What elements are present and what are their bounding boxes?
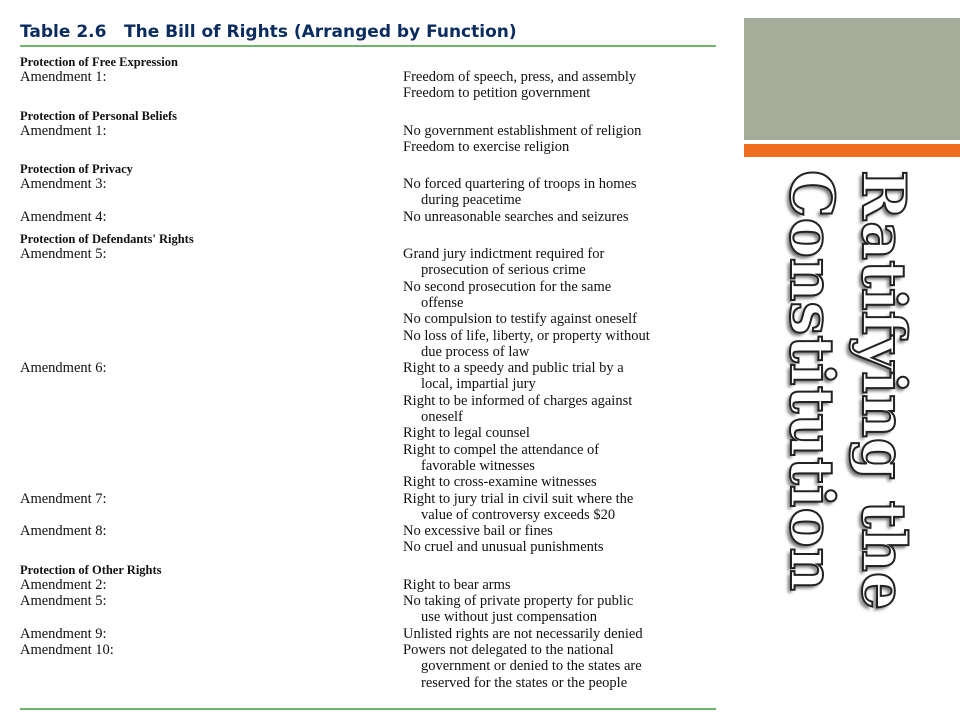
amendment-row	[20, 209, 720, 225]
top-rule	[20, 45, 716, 47]
right-text: prosecution of serious crime	[421, 262, 586, 279]
right-text: No government establishment of religion	[403, 122, 642, 139]
slide-title-line-2: Constitution	[776, 170, 846, 592]
amendment-label: Amendment 10:	[20, 641, 114, 658]
amendment-label: Amendment 8:	[20, 523, 107, 540]
right-text: Freedom of speech, press, and assembly	[403, 69, 637, 85]
amendment-row	[20, 176, 720, 209]
amendment-rights	[403, 360, 720, 490]
amendment-label: Amendment 4:	[20, 208, 107, 225]
right-text: Right to a speedy and public trial by a	[403, 360, 624, 377]
right-text: Freedom to exercise religion	[403, 138, 570, 155]
amendment-row	[20, 69, 720, 102]
right-text: No forced quartering of troops in homes	[403, 176, 637, 193]
amendment-row	[20, 523, 720, 556]
right-text: No second prosecution for the same	[403, 278, 612, 295]
amendment-rights	[403, 69, 720, 102]
right-text: oneself	[421, 409, 463, 426]
amendment-rights	[403, 626, 720, 642]
right-text: Grand jury indictment required for	[403, 246, 605, 263]
accent-orange-bar	[744, 144, 960, 157]
table-title	[20, 22, 517, 42]
right-text: local, impartial jury	[421, 376, 536, 393]
table-section	[20, 162, 720, 225]
right-text: offense	[421, 294, 464, 311]
amendment-row	[20, 360, 720, 490]
accent-gray-block	[744, 18, 960, 140]
right-text: Powers not delegated to the national	[403, 641, 614, 658]
amendment-rights	[403, 176, 720, 209]
table-section	[20, 109, 720, 156]
right-text: No compulsion to testify against oneself	[403, 311, 637, 328]
right-text: Freedom to petition government	[403, 85, 591, 102]
amendment-label: Amendment 7:	[20, 490, 107, 507]
amendment-rights	[403, 642, 720, 691]
amendment-label: Amendment 3:	[20, 176, 107, 193]
amendment-row	[20, 491, 720, 524]
section-title: Protection of Privacy	[20, 162, 133, 177]
table-section	[20, 55, 720, 102]
right-text: due process of law	[421, 343, 530, 360]
amendment-rights	[403, 123, 720, 156]
amendment-label: Amendment 1:	[20, 122, 107, 139]
amendment-rights	[403, 523, 720, 556]
right-text: favorable witnesses	[421, 457, 535, 474]
bottom-rule	[20, 708, 716, 710]
right-text: Right to cross-examine witnesses	[403, 474, 597, 491]
amendment-row	[20, 246, 720, 360]
amendment-label: Amendment 2:	[20, 576, 107, 593]
table-section	[20, 563, 720, 691]
amendment-label: Amendment 5:	[20, 593, 107, 610]
amendment-row	[20, 593, 720, 626]
right-text: No unreasonable searches and seizures	[403, 208, 629, 225]
amendment-label: Amendment 6:	[20, 360, 107, 377]
amendment-rights	[403, 209, 720, 225]
right-text: No loss of life, liberty, or property without	[403, 327, 650, 344]
right-text: No cruel and unusual punishments	[403, 539, 604, 556]
section-title: Protection of Personal Beliefs	[20, 108, 178, 123]
table-number: Table 2.6	[20, 22, 107, 42]
right-text: Right to jury trial in civil suit where the	[403, 490, 634, 507]
slide-title	[747, 170, 933, 611]
amendment-rights	[403, 246, 720, 360]
slide-title-line-1: Ratifying the	[848, 170, 918, 611]
amendment-rights	[403, 491, 720, 524]
amendment-label: Amendment 9:	[20, 625, 107, 642]
right-text: government or denied to the states are	[421, 658, 642, 675]
right-text: value of controversy exceeds $20	[421, 506, 616, 523]
slide-side-panel	[720, 0, 960, 720]
table-body	[20, 55, 720, 691]
section-title: Protection of Other Rights	[20, 562, 162, 577]
amendment-rights	[403, 577, 720, 593]
amendment-row	[20, 642, 720, 691]
amendment-row	[20, 626, 720, 642]
right-text: Unlisted rights are not necessarily denied	[403, 625, 643, 642]
table-caption: The Bill of Rights (Arranged by Function)	[124, 22, 517, 42]
section-title: Protection of Defendants' Rights	[20, 232, 194, 247]
right-text: Right to bear arms	[403, 576, 511, 593]
right-text: Right to be informed of charges against	[403, 392, 633, 409]
amendment-label: Amendment 5:	[20, 246, 107, 263]
right-text: Right to compel the attendance of	[403, 441, 600, 458]
right-text: reserved for the states or the people	[421, 674, 628, 691]
right-text: during peacetime	[421, 192, 522, 209]
amendment-rights	[403, 593, 720, 626]
right-text: No taking of private property for public	[403, 593, 634, 610]
amendment-label: Amendment 1:	[20, 69, 107, 85]
table-section	[20, 232, 720, 556]
right-text: use without just compensation	[421, 609, 597, 626]
amendment-row	[20, 123, 720, 156]
amendment-row	[20, 577, 720, 593]
right-text: No excessive bail or fines	[403, 523, 553, 540]
section-title: Protection of Free Expression	[20, 55, 178, 69]
right-text: Right to legal counsel	[403, 425, 530, 442]
